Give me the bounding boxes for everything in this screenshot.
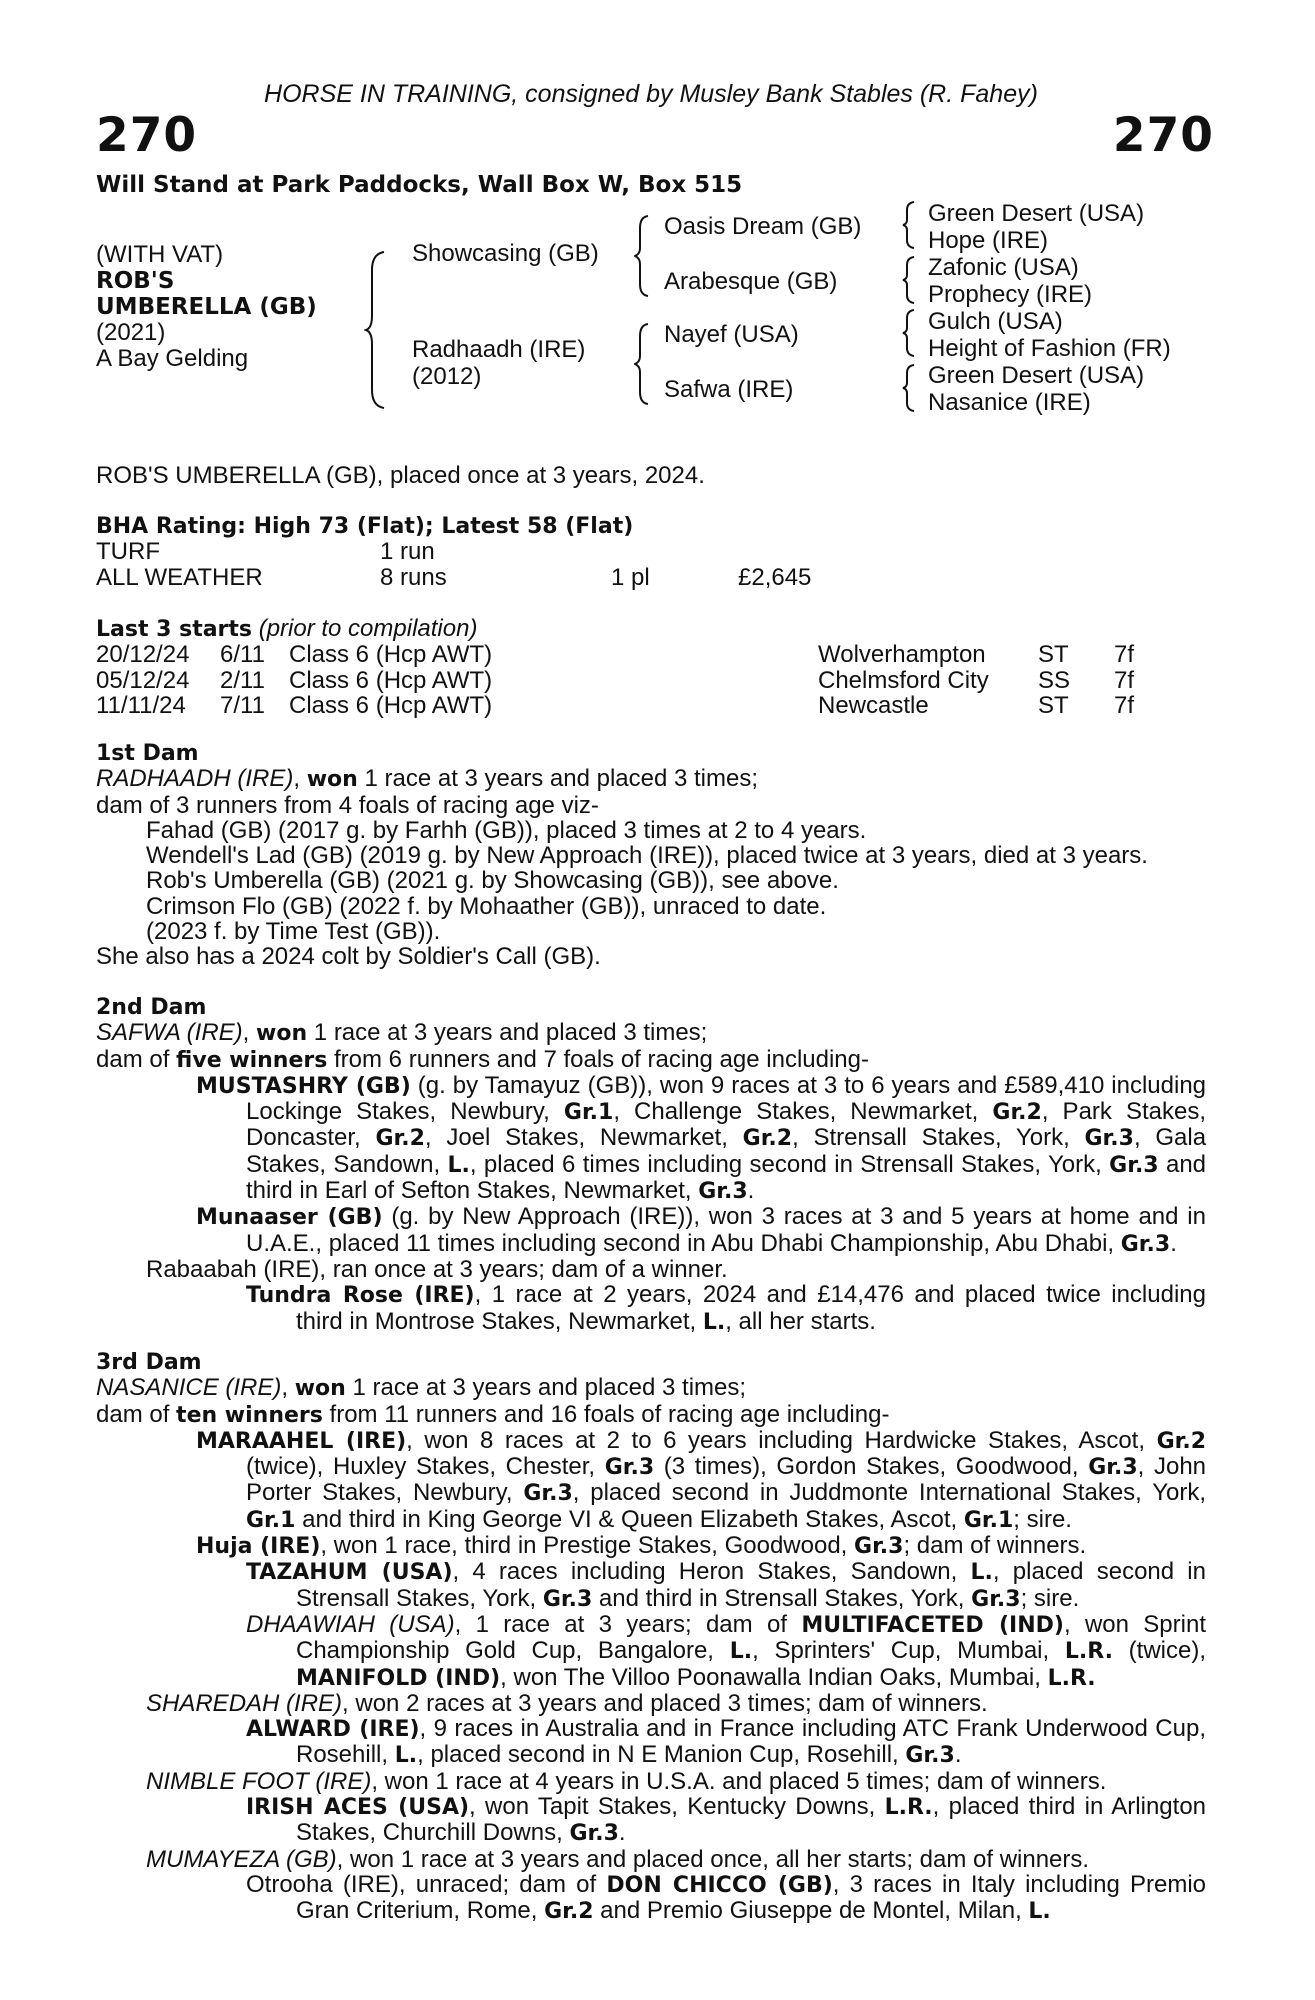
pedigree-brace-sire — [634, 214, 654, 298]
third-dam-section: 3rd Dam NASANICE (IRE), won 1 race at 3 years and placed 3 times; dam of ten winners from 11 runners and 16 foals of racing age including- MARAAHEL (IRE), won 8 races at 2 to 6 years including Hardwicke Stakes, Ascot, Gr.2 (twice), Huxley Stakes, Chester, Gr.3 (3 times), Gordon Stakes, Goodwood, Gr.3, John Porter Stakes, Newbury, Gr.3, placed second in Juddmonte International Stakes, York, Gr.1 and third in King George VI & Queen Elizabeth Stakes, Ascot, Gr.1; sire. Huja (IRE), won 1 race, third in Prestige Stakes, Goodwood, Gr.3; dam of winners. TAZAHUM (USA), 4 races including Heron Stakes, Sandown, L., placed second in Strensall Stakes, York, Gr.3 and third in Strensall Stakes, York, Gr.3; sire. DHAAWIAH (USA), 1 race at 3 years; dam of MULTIFACETED (IND), won Sprint Championship Gold Cup, Bangalore, L., Sprinters' Cup, Mumbai, L.R. (twice), MANIFOLD (IND), won The Villoo Poonawalla Indian Oaks, Mumbai, L.R. SHAREDAH (IRE), won 2 races at 3 years and placed 3 times; dam of winners. ALWARD (IRE), 9 races in Australia and in France including ATC Frank Underwood Cup, Rosehill, L., placed second in N E Manion Cup, Rosehill, Gr.3. NIMBLE FOOT (IRE), won 1 race at 4 years in U.S.A. and placed 5 times; dam of winners. IRISH ACES (USA), won Tapit Stakes, Kentucky Downs, L.R., placed third in Arlington Stakes, Churchill Downs, Gr.3. MUMAYEZA (GB), won 1 race at 3 years and placed once, all her starts; dam of winners. Otrooha (IRE), unraced; dam of DON CHICCO (GB), 3 races in Italy including Premio Gran Criterium, Rome, Gr.2 and Premio Giuseppe de Montel, Milan, L. — [96, 1350, 1207, 1925]
last-starts-block — [96, 616, 1206, 718]
start-distance: 7f — [1114, 666, 1135, 694]
second-dam-heading: 2nd Dam — [96, 995, 207, 1020]
start-going: SS — [1038, 666, 1071, 694]
produce-item: Otrooha (IRE), unraced; dam of DON CHICCO (GB), 3 races in Italy including Premio Gran Criterium, Rome, Gr.2 and Premio Giuseppe de Montel, Milan, L. — [246, 1870, 1206, 1925]
rating-title: BHA Rating: High 73 (Flat); Latest 58 (Flat) — [96, 514, 634, 539]
start-race: Class 6 (Hcp AWT) — [289, 666, 493, 694]
pedigree-g2: Hope (IRE) — [928, 227, 1049, 254]
start-course: Newcastle — [818, 691, 929, 719]
produce-item: ALWARD (IRE), 9 races in Australia and in France including ATC Frank Underwood Cup, Rosehill, L., placed second in N E Manion Cup, Rosehill, Gr.3. — [246, 1715, 1206, 1769]
won-label: won — [294, 1376, 346, 1402]
lot-number-left: 270 — [96, 108, 198, 163]
produce-item: Rabaabah (IRE), ran once at 3 years; dam of a winner. — [146, 1255, 728, 1283]
last-starts-note: (prior to compilation) — [258, 615, 478, 642]
horse-identity — [96, 242, 317, 372]
start-date: 20/12/24 — [96, 641, 190, 669]
rating-surface: TURF — [96, 538, 160, 566]
first-dam-section: 1st Dam RADHAADH (IRE), won 1 race at 3 years and placed 3 times; dam of 3 runners from 4 foals of racing age viz- Fahad (GB) (2017 g. by Farhh (GB)), placed 3 times at 2 to 4 years. Wendell's Lad (GB) (2019 g. by New Approach (IRE)), placed twice at 3 years, died at 3 years. Rob's Umberella (GB) (2021 g. by Showcasing (GB)), see above. Crimson Flo (GB) (2022 f. by Mohaather (GB)), unraced to date. (2023 f. by Time Test (GB)). She also has a 2024 colt by Soldier's Call (GB). — [96, 741, 1206, 970]
third-dam-heading: 3rd Dam — [96, 1350, 202, 1375]
third-dam-name: NASANICE (IRE) — [96, 1374, 282, 1402]
produce-item: Fahad (GB) (2017 g. by Farhh (GB)), placed 3 times at 2 to 4 years. — [146, 816, 867, 844]
second-dam-intro: dam of five winners from 6 runners and 7 foals of racing age including- — [96, 1045, 869, 1073]
first-dam-heading: 1st Dam — [96, 741, 199, 766]
produce-item: DHAAWIAH (USA), 1 race at 3 years; dam of MULTIFACETED (IND), won Sprint Championship Gold Cup, Bangalore, L., Sprinters' Cup, Mumbai, L.R. (twice), MANIFOLD (IND), won The Villoo Poonawalla Indian Oaks, Mumbai, L.R. — [246, 1610, 1207, 1691]
first-dam-footer: She also has a 2024 colt by Soldier's Call (GB). — [96, 943, 601, 971]
produce-item: Crimson Flo (GB) (2022 f. by Mohaather (GB)), unraced to date. — [146, 892, 827, 920]
start-distance: 7f — [1114, 691, 1135, 719]
start-course: Chelmsford City — [818, 666, 989, 694]
pedigree-brace-dam — [634, 322, 654, 406]
start-row — [96, 668, 1206, 693]
start-race: Class 6 (Hcp AWT) — [289, 691, 493, 719]
horse-year: (2021) — [96, 319, 166, 346]
pedigree-g4: Prophecy (IRE) — [928, 281, 1093, 308]
produce-item: Tundra Rose (IRE), 1 race at 2 years, 2024 and £14,476 and placed twice including third in Montrose Stakes, Newmarket, L., all her starts. — [246, 1281, 1206, 1335]
start-going: ST — [1038, 641, 1069, 669]
pedigree-grandsires — [928, 200, 1171, 416]
start-position: 7/11 — [220, 691, 265, 719]
pedigree-brace-g1 — [902, 200, 918, 250]
pedigree-sire-sire: Oasis Dream (GB) — [664, 213, 862, 240]
won-label: won — [306, 767, 358, 793]
start-date: 05/12/24 — [96, 666, 190, 694]
rating-runs: 1 run — [380, 538, 435, 566]
first-dam-intro: dam of 3 runners from 4 foals of racing age viz- — [96, 791, 599, 819]
pedigree-g5: Gulch (USA) — [928, 308, 1063, 335]
pedigree-dam-dam: Safwa (IRE) — [664, 376, 794, 403]
pedigree-dam: Radhaadh (IRE) — [412, 336, 586, 363]
pedigree-g3: Zafonic (USA) — [928, 254, 1079, 281]
produce-item: Wendell's Lad (GB) (2019 g. by New Approach (IRE)), placed twice at 3 years, died at 3 years. — [146, 842, 1148, 870]
produce-item: MARAAHEL (IRE), won 8 races at 2 to 6 years including Hardwicke Stakes, Ascot, Gr.2 (twice), Huxley Stakes, Chester, Gr.3 (3 times), Gordon Stakes, Goodwood, Gr.3, John Porter Stakes, Newbury, Gr.3, placed second in Juddmonte International Stakes, York, Gr.1 and third in King George VI & Queen Elizabeth Stakes, Ascot, Gr.1; sire. — [196, 1426, 1207, 1533]
horse-description: A Bay Gelding — [96, 345, 249, 372]
start-race: Class 6 (Hcp AWT) — [289, 641, 493, 669]
rating-row-turf — [96, 539, 1206, 564]
rating-placed: 1 pl — [611, 563, 650, 591]
pedigree-brace-main — [364, 250, 390, 410]
pedigree-brace-g2 — [902, 255, 918, 305]
race-summary: ROB'S UMBERELLA (GB), placed once at 3 years, 2024. — [96, 462, 705, 489]
rating-block — [96, 514, 1206, 590]
produce-item: NIMBLE FOOT (IRE), won 1 race at 4 years in U.S.A. and placed 5 times; dam of winners. — [146, 1767, 1107, 1795]
second-dam-section: 2nd Dam SAFWA (IRE), won 1 race at 3 years and placed 3 times; dam of five winners from 6 runners and 7 foals of racing age including- MUSTASHRY (GB) (g. by Tamayuz (GB)), won 9 races at 3 to 6 years and £589,410 including Lockinge Stakes, Newbury, Gr.1, Challenge Stakes, Newmarket, Gr.2, Park Stakes, Doncaster, Gr.2, Joel Stakes, Newmarket, Gr.2, Strensall Stakes, York, Gr.3, Gala Stakes, Sandown, L., placed 6 times including second in Strensall Stakes, York, Gr.3 and third in Earl of Sefton Stakes, Newmarket, Gr.3. Munaaser (GB) (g. by New Approach (IRE)), won 3 races at 3 and 5 years at home and in U.A.E., placed 11 times including second in Abu Dhabi Championship, Abu Dhabi, Gr.3. Rabaabah (IRE), ran once at 3 years; dam of a winner. Tundra Rose (IRE), 1 race at 2 years, 2024 and £14,476 and placed twice including third in Montrose Stakes, Newmarket, L., all her starts. — [96, 995, 1207, 1335]
pedigree-g8: Nasanice (IRE) — [928, 389, 1091, 416]
produce-item: Munaaser (GB) (g. by New Approach (IRE)), won 3 races at 3 and 5 years at home and in U.A.E., placed 11 times including second in Abu Dhabi Championship, Abu Dhabi, Gr.3. — [196, 1203, 1206, 1257]
last-starts-title: Last 3 starts — [96, 617, 253, 642]
start-row — [96, 693, 1206, 718]
pedigree-g7: Green Desert (USA) — [928, 362, 1145, 389]
produce-item: TAZAHUM (USA), 4 races including Heron Stakes, Sandown, L., placed second in Strensall Stakes, York, Gr.3 and third in Strensall Stakes, York, Gr.3; sire. — [246, 1558, 1206, 1612]
pedigree-brace-g3 — [902, 308, 918, 358]
third-dam-record: 1 race at 3 years and placed 3 times; — [352, 1374, 747, 1402]
pedigree-dam-year: (2012) — [412, 363, 482, 390]
produce-item: MUSTASHRY (GB) (g. by Tamayuz (GB)), won 9 races at 3 to 6 years and £589,410 including Lockinge Stakes, Newbury, Gr.1, Challenge Stakes, Newmarket, Gr.2, Park Stakes, Doncaster, Gr.2, Joel Stakes, Newmarket, Gr.2, Strensall Stakes, York, Gr.3, Gala Stakes, Sandown, L., placed 6 times including second in Strensall Stakes, York, Gr.3 and third in Earl of Sefton Stakes, Newmarket, Gr.3. — [196, 1071, 1207, 1205]
won-label: won — [256, 1021, 308, 1047]
pedigree-brace-g4 — [902, 363, 918, 413]
start-distance: 7f — [1114, 641, 1135, 669]
start-position: 6/11 — [220, 641, 265, 669]
produce-item: SHAREDAH (IRE), won 2 races at 3 years and placed 3 times; dam of winners. — [146, 1689, 988, 1717]
start-going: ST — [1038, 691, 1069, 719]
pedigree-g6: Height of Fashion (FR) — [928, 335, 1171, 362]
start-course: Wolverhampton — [818, 641, 986, 669]
pedigree-sire-dam: Arabesque (GB) — [664, 268, 838, 295]
pedigree-sire: Showcasing (GB) — [412, 240, 599, 267]
first-dam-name: RADHAADH (IRE) — [96, 765, 294, 793]
start-row — [96, 642, 1206, 667]
pedigree-g1: Green Desert (USA) — [928, 200, 1145, 227]
lot-number-right: 270 — [1112, 108, 1214, 163]
produce-item: IRISH ACES (USA), won Tapit Stakes, Kentucky Downs, L.R., placed third in Arlington Stakes, Churchill Downs, Gr.3. — [246, 1793, 1207, 1847]
horse-name-line1: ROB'S — [96, 268, 175, 294]
produce-item: Rob's Umberella (GB) (2021 g. by Showcasing (GB)), see above. — [146, 867, 839, 895]
rating-runs: 8 runs — [380, 563, 447, 591]
rating-prize: £2,645 — [738, 563, 812, 591]
produce-item: Huja (IRE), won 1 race, third in Prestige Stakes, Goodwood, Gr.3; dam of winners. — [196, 1532, 1087, 1560]
start-position: 2/11 — [220, 666, 265, 694]
pedigree-dam-sire: Nayef (USA) — [664, 321, 799, 348]
stand-location: Will Stand at Park Paddocks, Wall Box W, Box 515 — [96, 172, 743, 198]
horse-name-line2: UMBERELLA (GB) — [96, 294, 317, 320]
produce-item: MUMAYEZA (GB), won 1 race at 3 years and placed once, all her starts; dam of winners. — [146, 1845, 1090, 1873]
produce-item: (2023 f. by Time Test (GB)). — [146, 918, 441, 946]
second-dam-name: SAFWA (IRE) — [96, 1019, 243, 1047]
consignor-line: HORSE IN TRAINING, consigned by Musley Bank Stables (R. Fahey) — [264, 80, 1038, 108]
rating-surface: ALL WEATHER — [96, 563, 263, 591]
rating-row-aw — [96, 565, 1206, 590]
second-dam-record: 1 race at 3 years and placed 3 times; — [313, 1019, 708, 1047]
start-date: 11/11/24 — [96, 691, 186, 719]
third-dam-intro: dam of ten winners from 11 runners and 16 foals of racing age including- — [96, 1400, 890, 1428]
first-dam-record: 1 race at 3 years and placed 3 times; — [364, 765, 759, 793]
vat-note: (WITH VAT) — [96, 241, 224, 268]
